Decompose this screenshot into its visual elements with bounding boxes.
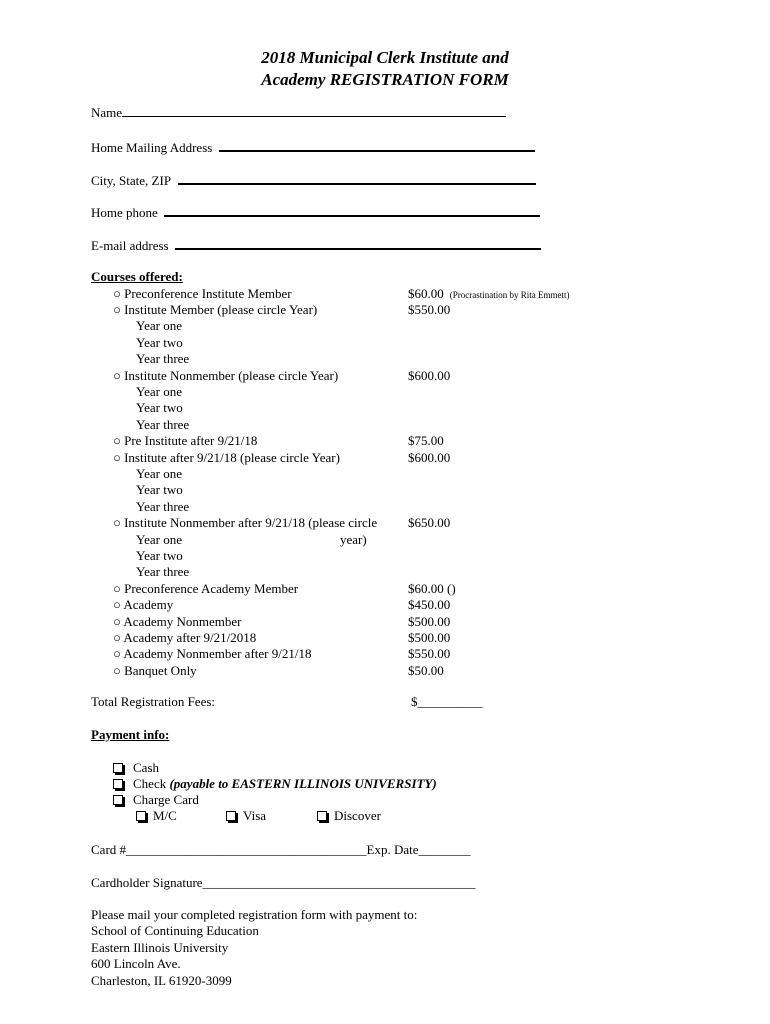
course-label[interactable]: ○ Institute Nonmember after 9/21/18 (please circle <box>113 515 378 531</box>
price-value: $600.00 <box>408 367 451 383</box>
total-label: Total Registration Fees: <box>91 694 216 709</box>
address-field[interactable] <box>91 138 535 156</box>
signature-line[interactable]: Cardholder Signature__________________________________________ <box>91 875 476 890</box>
price-value: $450.00 <box>408 597 451 613</box>
visa-checkbox[interactable] <box>226 811 236 821</box>
course-item[interactable] <box>0 302 770 318</box>
price-value: $75.00 <box>408 433 444 449</box>
price-value: $550.00 <box>408 646 451 662</box>
course-label[interactable]: ○ Academy after 9/21/2018 <box>113 629 257 645</box>
email-label: E-mail address <box>91 238 169 253</box>
check-checkbox[interactable] <box>113 779 123 789</box>
course-year-option[interactable] <box>0 499 770 515</box>
check-payee-note: (payable to EASTERN ILLINOIS UNIVERSITY) <box>169 776 437 791</box>
price-value: $550.00 <box>408 301 451 317</box>
price-value: $600.00 <box>408 449 451 465</box>
phone-line[interactable] <box>164 203 540 217</box>
card-option-visa[interactable] <box>226 808 266 824</box>
mailing-line: Eastern Illinois University <box>91 939 229 955</box>
course-year-option[interactable] <box>0 351 770 367</box>
mailing-line: Charleston, IL 61920-3099 <box>91 972 232 988</box>
payment-option-charge[interactable] <box>113 792 199 808</box>
course-year-option[interactable] <box>0 466 770 482</box>
course-price <box>408 368 450 384</box>
course-item[interactable] <box>0 581 770 597</box>
course-year-option[interactable] <box>0 564 770 580</box>
course-label[interactable]: ○ Academy <box>113 597 174 613</box>
phone-label: Home phone <box>91 205 158 220</box>
payment-option-check[interactable] <box>113 776 437 792</box>
course-price <box>408 286 569 303</box>
price-value: $500.00 <box>408 629 451 645</box>
courses-heading: Courses offered: <box>91 269 183 284</box>
course-item[interactable] <box>0 614 770 630</box>
course-item[interactable] <box>0 597 770 613</box>
price-value: $650.00 <box>408 515 451 531</box>
course-price <box>408 433 444 449</box>
course-year-option[interactable] <box>0 400 770 416</box>
title-line-2: Academy REGISTRATION FORM <box>261 70 509 89</box>
charge-checkbox[interactable] <box>113 795 123 805</box>
year-label[interactable]: Year three <box>136 351 190 367</box>
course-price <box>408 302 450 318</box>
phone-field[interactable] <box>91 203 540 221</box>
total-value[interactable]: $__________ <box>411 694 483 709</box>
course-item[interactable] <box>0 286 770 302</box>
course-price <box>408 597 450 613</box>
course-item[interactable] <box>0 433 770 449</box>
course-label-continuation: year) <box>340 531 367 547</box>
visa-label: Visa <box>243 808 267 823</box>
course-price <box>408 646 450 662</box>
course-price <box>408 515 450 531</box>
course-price <box>408 630 450 646</box>
course-label[interactable]: ○ Institute Nonmember (please circle Year) <box>113 367 339 383</box>
course-label[interactable]: ○ Academy Nonmember <box>113 613 242 629</box>
year-label[interactable]: Year one <box>136 318 182 334</box>
name-field[interactable] <box>91 104 506 121</box>
year-label[interactable]: Year two <box>136 400 183 416</box>
address-label: Home Mailing Address <box>91 140 213 155</box>
course-item[interactable] <box>0 368 770 384</box>
course-price <box>408 663 444 679</box>
mailing-line: Please mail your completed registration form with payment to: <box>91 907 418 922</box>
discover-checkbox[interactable] <box>317 811 327 821</box>
course-year-option[interactable] <box>0 318 770 334</box>
course-price <box>408 450 450 466</box>
year-label[interactable]: Year two <box>136 482 183 498</box>
mc-checkbox[interactable] <box>136 811 146 821</box>
total-row <box>0 694 770 710</box>
course-item[interactable] <box>0 646 770 662</box>
name-label: Name <box>91 105 123 120</box>
course-year-option[interactable] <box>0 384 770 400</box>
course-year-option[interactable] <box>0 482 770 498</box>
year-label[interactable]: Year one <box>136 531 182 547</box>
city-label: City, State, ZIP <box>91 173 172 188</box>
course-price <box>408 614 450 630</box>
course-label[interactable]: ○ Preconference Academy Member <box>113 580 299 596</box>
year-label[interactable]: Year one <box>136 465 182 481</box>
year-label[interactable]: Year three <box>136 416 190 432</box>
price-value: $60.00 <box>408 285 444 301</box>
email-line[interactable] <box>175 236 541 250</box>
course-label[interactable]: ○ Preconference Institute Member <box>113 285 292 301</box>
price-note: (Procrastination by Rita Emmett) <box>449 289 570 300</box>
charge-label: Charge Card <box>133 792 199 807</box>
discover-label: Discover <box>334 808 381 823</box>
course-year-option[interactable] <box>0 548 770 564</box>
course-item[interactable] <box>0 630 770 646</box>
mc-label: M/C <box>153 808 177 823</box>
payment-heading: Payment info: <box>91 727 170 742</box>
cash-label: Cash <box>133 760 159 775</box>
course-year-option[interactable] <box>0 417 770 433</box>
course-label[interactable]: ○ Institute after 9/21/18 (please circle Year) <box>113 449 340 465</box>
form-title <box>0 47 770 91</box>
name-line[interactable] <box>122 104 506 117</box>
card-number-line[interactable]: Card #_____________________________________Exp. Date________ <box>91 842 471 857</box>
course-item[interactable] <box>0 450 770 466</box>
course-label[interactable]: ○ Pre Institute after 9/21/18 <box>113 433 258 449</box>
course-year-option[interactable] <box>0 335 770 351</box>
price-value: $500.00 <box>408 613 451 629</box>
card-option-mc[interactable] <box>136 808 177 824</box>
year-label[interactable]: Year two <box>136 334 183 350</box>
price-value: $50.00 <box>408 662 444 678</box>
payment-option-cash[interactable] <box>113 760 159 776</box>
address-line[interactable] <box>219 138 535 152</box>
course-item[interactable] <box>0 515 770 531</box>
course-label[interactable]: ○ Academy Nonmember after 9/21/18 <box>113 646 312 662</box>
year-label[interactable]: Year two <box>136 547 183 563</box>
mailing-line: School of Continuing Education <box>91 923 259 939</box>
cash-checkbox[interactable] <box>113 763 123 773</box>
course-year-option[interactable] <box>0 532 770 548</box>
city-line[interactable] <box>178 171 536 185</box>
city-field[interactable] <box>91 171 536 189</box>
check-label: Check <box>133 776 170 791</box>
year-label[interactable]: Year three <box>136 498 190 514</box>
course-label[interactable]: ○ Institute Member (please circle Year) <box>113 301 318 317</box>
card-option-discover[interactable] <box>317 808 381 824</box>
course-price <box>408 581 456 597</box>
year-label[interactable]: Year three <box>136 564 190 580</box>
email-field[interactable] <box>91 236 541 254</box>
title-line-1: 2018 Municipal Clerk Institute and <box>261 48 509 67</box>
price-value: $60.00 () <box>408 580 456 596</box>
course-item[interactable] <box>0 663 770 679</box>
mailing-line: 600 Lincoln Ave. <box>91 956 181 972</box>
year-label[interactable]: Year one <box>136 383 182 399</box>
course-label[interactable]: ○ Banquet Only <box>113 662 197 678</box>
